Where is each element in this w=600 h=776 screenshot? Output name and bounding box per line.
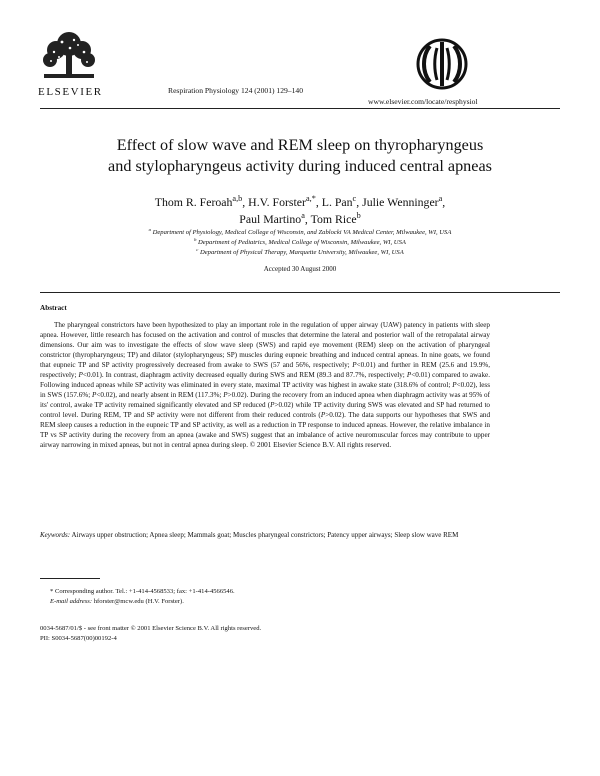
publication-codes [40,624,261,644]
author-sup: a [301,211,305,221]
author-name: L. Pan [321,195,353,209]
article-title [40,135,560,177]
author-sup: a,* [305,194,316,204]
journal-citation: Respiration Physiology 124 (2001) 129–140 [168,86,303,95]
accepted-date: Accepted 30 August 2000 [263,265,337,273]
footnote-rule [40,578,100,579]
author-sup: a,b [232,194,243,204]
publisher-name: ELSEVIER [38,86,103,98]
footnotes [40,587,490,607]
journal-url[interactable]: www.elsevier.com/locate/resphysiol [368,97,478,106]
affiliation: $^a$ Department of Physiology, Medical College of Wisconsin, and Zablocki VA Medical Center, Milwaukee, WI, USA [148,226,452,236]
keywords-text: Airways upper obstruction; Apnea sleep; Mammals goat; Muscles pharyngeal constrictors; Patency upper airways; Sleep slow wave REM [71,531,459,539]
title-line: and stylopharyngeus activity during induced central apneas [108,157,492,175]
author-list: Thom R. Feroah$^{a,b}$, H.V. Forster$^{a,*}$, L. Pan$^c$, Julie Wenninger$^a$, Paul Martino$^a$, Tom Rice$^b$ [154,194,446,226]
affiliations [40,228,560,258]
footnote-email: E-mail address: hforster@mcw.edu (H.V. Forster). [50,598,184,605]
elsevier-logo [38,30,103,98]
author-sup: a [438,194,443,204]
section-rule [40,292,560,293]
affiliation: $^c$ Department of Physical Therapy, Marquette University, Milwaukee, WI, USA [196,246,404,256]
journal-emblem-icon [410,34,474,92]
issn-line: 0034-5687/01/$ - see front matter © 2001 Elsevier Science B.V. All rights reserved. [40,625,262,632]
author-name: Tom Rice [310,212,357,226]
keywords-label: Keywords: [40,531,71,539]
author-name: H.V. Forster [248,195,306,209]
author-name: Paul Martino [239,212,302,226]
elsevier-tree-icon [40,30,98,80]
abstract-text: The pharyngeal constrictors have been hypothesized to play an important role in the regulation of upper airway (UAW) patency in patients with sleep apnea. However, little research has focused on the activation and control of muscles that determine the lateral and posterior wall of the retropalatal airway dimensions. Our aim was to investigate the effects of slow wave sleep (SWS) and rapid eye movement (REM) sleep on the activation of pharyngeal constrictor (thyropharyngeus; TP) and dilator (stylopharyngeus; SP) muscles during eupneic breathing and induced central apneas. In nine goats, we found that eupneic TP and SP activity progressively decreased from awake to SWS (57 and 56%, respectively; P<0.01) and further in REM (25.6 and 19.9%, respectively; P<0.01). In contrast, diaphragm activity decreased equally during SWS and REM (89.3 and 87.7%, respectively; P<0.01) compared to awake. Following induced apneas while SP activity was eliminated in every state, maximal TP activity was highest in awake state (318.6% of control; P<0.02), less in SWS (157.6%; P<0.02), and nearly absent in REM (117.3%; P>0.02). During the recovery from an induced apnea when diaphragm activity was at 95% of its' control, awake TP activity remained significantly elevated and SP reduced (P>0.02) while TP activity during SWS was elevated and SP had returned to control level. During REM, TP and SP activity were not different from their reduced controls (P>0.02). The data supports our hypotheses that SWS and REM sleep causes a reduction in the eupneic TP and SP activity, as well as a reduction in TP response to induced apneas. However, the relative imbalance in TP vs SP activity during the recovery from an apnea (awake and SWS) suggest that an imbalance of active neuromuscular forces may contribute to upper airway narrowing in mixed apneas, but not in central apnea during sleep. © 2001 Elsevier Science B.V. All rights reserved. [40,321,491,449]
author-name: Thom R. Feroah [154,195,233,209]
author-sup: b [356,211,361,221]
journal-emblem [410,34,474,92]
keywords [40,530,490,540]
author-name: Julie Wenninger [362,195,439,209]
title-line: Effect of slow wave and REM sleep on thyropharyngeus [116,136,484,154]
author-sup: c [352,194,357,204]
email-link[interactable]: hforster@mcw.edu (H.V. Forster). [93,598,184,605]
header-rule [40,108,560,109]
pii-line: PII: S0034-5687(00)00192-4 [40,635,117,642]
affiliation: $^b$ Department of Pediatrics, Medical College of Wisconsin, Milwaukee, WI, USA [194,236,406,246]
footnote-corresponding: * Corresponding author. Tel.: +1-414-4568533; fax: +1-414-4566546. [50,588,235,595]
abstract-heading: Abstract [40,304,67,312]
